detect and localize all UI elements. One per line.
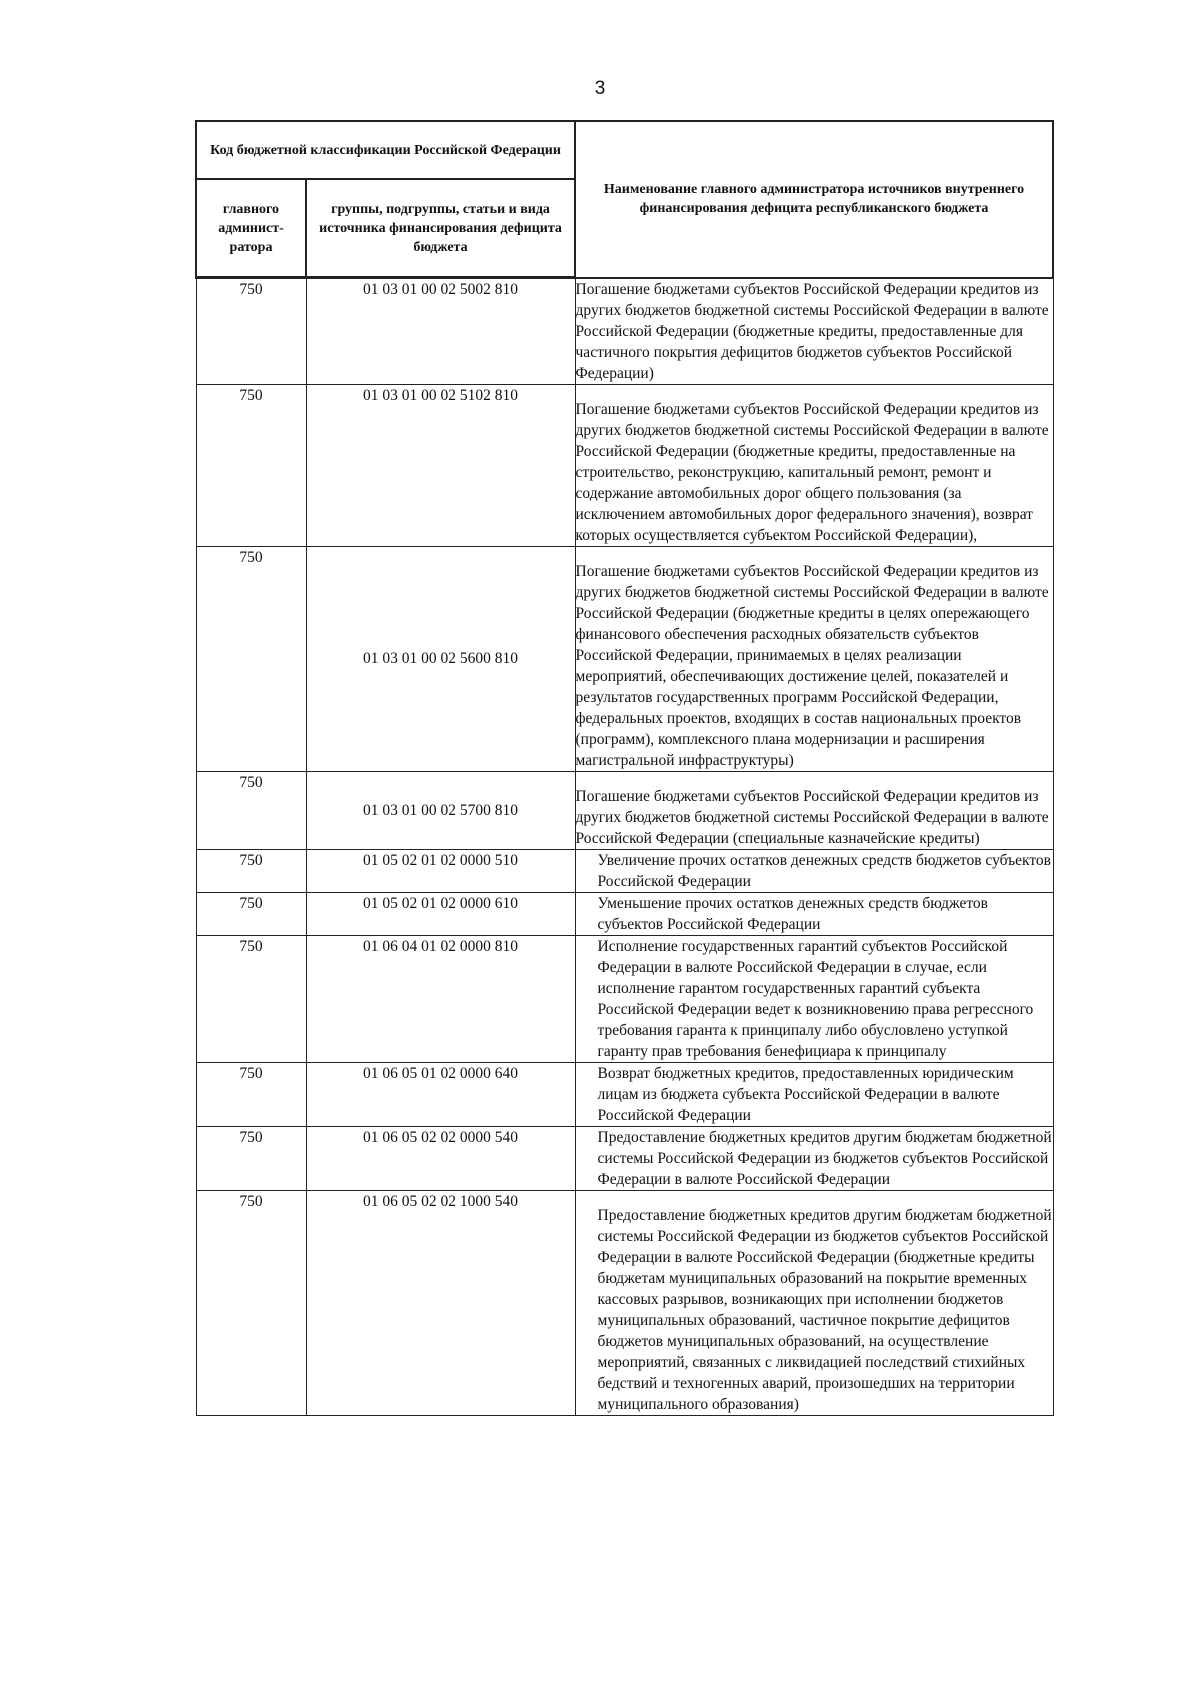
table-row bbox=[196, 384, 1053, 546]
table-header bbox=[196, 121, 1053, 278]
admin-code-cell: 750 bbox=[196, 849, 306, 892]
admin-code-cell: 750 bbox=[196, 935, 306, 1062]
table-row bbox=[196, 1190, 1053, 1415]
source-name-cell: Увеличение прочих остатков денежных средств бюджетов субъектов Российской Федерации bbox=[575, 849, 1053, 892]
table-row bbox=[196, 546, 1053, 771]
table-row bbox=[196, 935, 1053, 1062]
admin-code-cell: 750 bbox=[196, 1062, 306, 1126]
source-code-cell: 01 06 05 02 02 1000 540 bbox=[306, 1190, 575, 1415]
source-code-cell: 01 06 05 02 02 0000 540 bbox=[306, 1126, 575, 1190]
table-row bbox=[196, 278, 1053, 385]
table-body bbox=[196, 278, 1053, 1416]
table-row bbox=[196, 892, 1053, 935]
source-code-cell: 01 03 01 00 02 5002 810 bbox=[306, 278, 575, 385]
admin-code-cell: 750 bbox=[196, 384, 306, 546]
page-number: 3 bbox=[594, 78, 606, 99]
admin-code-cell: 750 bbox=[196, 546, 306, 771]
source-code-cell: 01 06 04 01 02 0000 810 bbox=[306, 935, 575, 1062]
source-code-cell: 01 03 01 00 02 5600 810 bbox=[306, 546, 575, 771]
source-name-cell: Уменьшение прочих остатков денежных средств бюджетов субъектов Российской Федерации bbox=[575, 892, 1053, 935]
admin-code-cell: 750 bbox=[196, 892, 306, 935]
source-name-cell: Исполнение государственных гарантий субъектов Российской Федерации в валюте Российской Федерации в случае, если исполнение гарантом государственных гарантий субъекта Российской Федерации ведет к возникновению права регрессного требования гаранта к принципалу либо обусловлено уступкой гаранту прав требования бенефициара к принципалу bbox=[575, 935, 1053, 1062]
source-name-cell: Предоставление бюджетных кредитов другим бюджетам бюджетной системы Российской Федерации из бюджетов субъектов Российской Федерации в валюте Российской Федерации (бюджетные кредиты бюджетам муниципальных образований на покрытие временных кассовых разрывов, возникающих при исполнении бюджетов муниципальных образований, частичное покрытие дефицитов бюджетов муниципальных образований, на осуществление мероприятий, связанных с ликвидацией последствий стихийных бедствий и техногенных аварий, произошедших на территории муниципального образования) bbox=[575, 1190, 1053, 1415]
source-name-cell: Погашение бюджетами субъектов Российской Федерации кредитов из других бюджетов бюджетной системы Российской Федерации в валюте Российской Федерации (специальные казначейские кредиты) bbox=[575, 771, 1053, 849]
source-name-cell: Погашение бюджетами субъектов Российской Федерации кредитов из других бюджетов бюджетной системы Российской Федерации в валюте Российской Федерации (бюджетные кредиты, предоставленные на строительство, реконструкцию, капитальный ремонт, ремонт и содержание автомобильных дорог общего пользования (за исключением автомобильных дорог федерального значения), возврат которых осуществляется субъектом Российской Федерации), bbox=[575, 384, 1053, 546]
admin-code-cell: 750 bbox=[196, 771, 306, 849]
admin-code-cell: 750 bbox=[196, 278, 306, 385]
admin-code-cell: 750 bbox=[196, 1126, 306, 1190]
header-name-column: Наименование главного администратора источников внутреннего финансирования дефицита республиканского бюджета bbox=[575, 121, 1053, 278]
source-name-cell: Возврат бюджетных кредитов, предоставленных юридическим лицам из бюджета субъекта Российской Федерации в валюте Российской Федерации bbox=[575, 1062, 1053, 1126]
admin-code-cell: 750 bbox=[196, 1190, 306, 1415]
table-row bbox=[196, 1062, 1053, 1126]
table-row bbox=[196, 849, 1053, 892]
header-code-column: группы, подгруппы, статьи и вида источника финансирования дефицита бюджета bbox=[306, 179, 575, 278]
source-name-cell: Погашение бюджетами субъектов Российской Федерации кредитов из других бюджетов бюджетной системы Российской Федерации в валюте Российской Федерации (бюджетные кредиты в целях опережающего финансового обеспечения расходных обязательств субъектов Российской Федерации, принимаемых в целях реализации мероприятий, обеспечивающих достижение целей, показателей и результатов государственных программ Российской Федерации, федеральных проектов, входящих в состав национальных проектов (программ), комплексного плана модернизации и расширения магистральной инфраструктуры) bbox=[575, 546, 1053, 771]
source-code-cell: 01 05 02 01 02 0000 510 bbox=[306, 849, 575, 892]
source-code-cell: 01 03 01 00 02 5102 810 bbox=[306, 384, 575, 546]
source-name-cell: Предоставление бюджетных кредитов другим бюджетам бюджетной системы Российской Федерации из бюджетов субъектов Российской Федерации в валюте Российской Федерации bbox=[575, 1126, 1053, 1190]
budget-classification-table bbox=[195, 120, 1054, 1416]
header-code-group: Код бюджетной классификации Российской Федерации bbox=[196, 121, 575, 179]
source-code-cell: 01 05 02 01 02 0000 610 bbox=[306, 892, 575, 935]
source-name-cell: Погашение бюджетами субъектов Российской Федерации кредитов из других бюджетов бюджетной системы Российской Федерации в валюте Российской Федерации (бюджетные кредиты, предоставленные для частичного покрытия дефицитов бюджетов субъектов Российской Федерации) bbox=[575, 278, 1053, 385]
source-code-cell: 01 06 05 01 02 0000 640 bbox=[306, 1062, 575, 1126]
source-code-cell: 01 03 01 00 02 5700 810 bbox=[306, 771, 575, 849]
header-admin-column: главного админист-ратора bbox=[196, 179, 306, 278]
table-row bbox=[196, 1126, 1053, 1190]
table-row bbox=[196, 771, 1053, 849]
